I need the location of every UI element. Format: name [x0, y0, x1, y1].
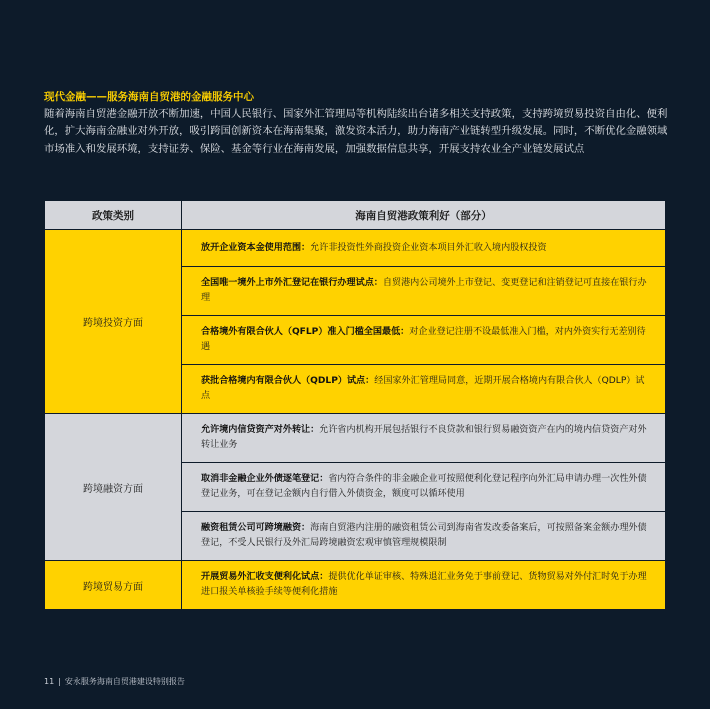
table-row — [45, 561, 666, 610]
policy-item — [182, 414, 666, 463]
policy-title: 合格境外有限合伙人（QFLP）准入门槛全国最低： — [201, 327, 410, 337]
category-cell: 跨境投资方面 — [45, 230, 182, 414]
policy-title: 允许境内信贷资产对外转让： — [201, 425, 320, 435]
policy-desc: 省内符合条件的非金融企业可按照便利化登记程序向外汇局申请办理一次性外债登记业务，可在登记金额内自行借入外债资金，额度可以循环使用 — [201, 474, 647, 499]
report-title: 安永服务海南自贸港建设特别报告 — [64, 677, 185, 686]
table-row — [45, 230, 666, 267]
policy-desc: 对企业登记注册不设最低准入门槛，对内外资实行无差别待遇 — [201, 327, 646, 352]
footer-separator: | — [58, 677, 61, 686]
category-cell: 跨境贸易方面 — [45, 561, 182, 610]
policy-item — [182, 230, 666, 267]
policy-desc: 海南自贸港内注册的融资租赁公司到海南省发改委备案后，可按照备案金额办理外债登记，不受人民银行及外汇局跨境融资宏观审慎管理规模限制 — [201, 523, 647, 548]
policy-item — [182, 316, 666, 365]
header-benefits: 海南自贸港政策利好（部分） — [182, 201, 666, 230]
policy-desc: 允许非投资性外商投资企业资本项目外汇收入境内股权投资 — [310, 242, 547, 253]
policy-item — [182, 512, 666, 561]
page-number: 11 — [44, 677, 55, 686]
policy-title: 融资租赁公司可跨境融资： — [201, 523, 311, 533]
policy-item — [182, 561, 666, 610]
table-header-row — [45, 201, 666, 230]
policy-title: 取消非金融企业外债逐笔登记： — [201, 474, 329, 484]
policy-desc: 允许省内机构开展包括银行不良贷款和银行贸易融资资产在内的境内信贷资产对外转让业务 — [201, 425, 647, 450]
policy-item — [182, 463, 666, 512]
header-category: 政策类别 — [45, 201, 182, 230]
policy-desc: 提供优化单证审核、特殊退汇业务免于事前登记、货物贸易对外付汇时免于办理进口报关单核验手续等便利化措施 — [201, 572, 647, 597]
policy-title: 全国唯一境外上市外汇登记在银行办理试点： — [201, 278, 383, 288]
policy-table — [44, 200, 666, 610]
policy-title: 开展贸易外汇收支便利化试点： — [201, 572, 329, 582]
section-intro: 随着海南自贸港金融开放不断加速，中国人民银行、国家外汇管理局等机构陆续出台诸多相关支持政策，支持跨境贸易投资自由化、便利化，扩大海南金融业对外开放，吸引跨国创新资本在海南集聚，激发资本活力，助力海南产业链转型升级发展。同时，不断优化金融领域市场准入和发展环境，支持证券、保险、基金等行业在海南发展，加强数据信息共享，开展支持农业全产业链发展试点 — [44, 108, 668, 155]
table-row — [45, 414, 666, 463]
policy-desc: 自贸港内公司境外上市登记、变更登记和注销登记可直接在银行办理 — [201, 278, 647, 303]
section-heading: 现代金融——服务海南自贸港的金融服务中心 — [44, 91, 254, 103]
policy-item — [182, 365, 666, 414]
policy-item — [182, 267, 666, 316]
policy-title: 获批合格境内有限合伙人（QDLP）试点： — [201, 376, 375, 386]
category-cell: 跨境融资方面 — [45, 414, 182, 561]
page-footer — [44, 676, 185, 687]
policy-desc: 经国家外汇管理局同意，近期开展合格境内有限合伙人（QDLP）试点 — [201, 376, 645, 401]
policy-title: 放开企业资本金使用范围： — [201, 242, 311, 253]
